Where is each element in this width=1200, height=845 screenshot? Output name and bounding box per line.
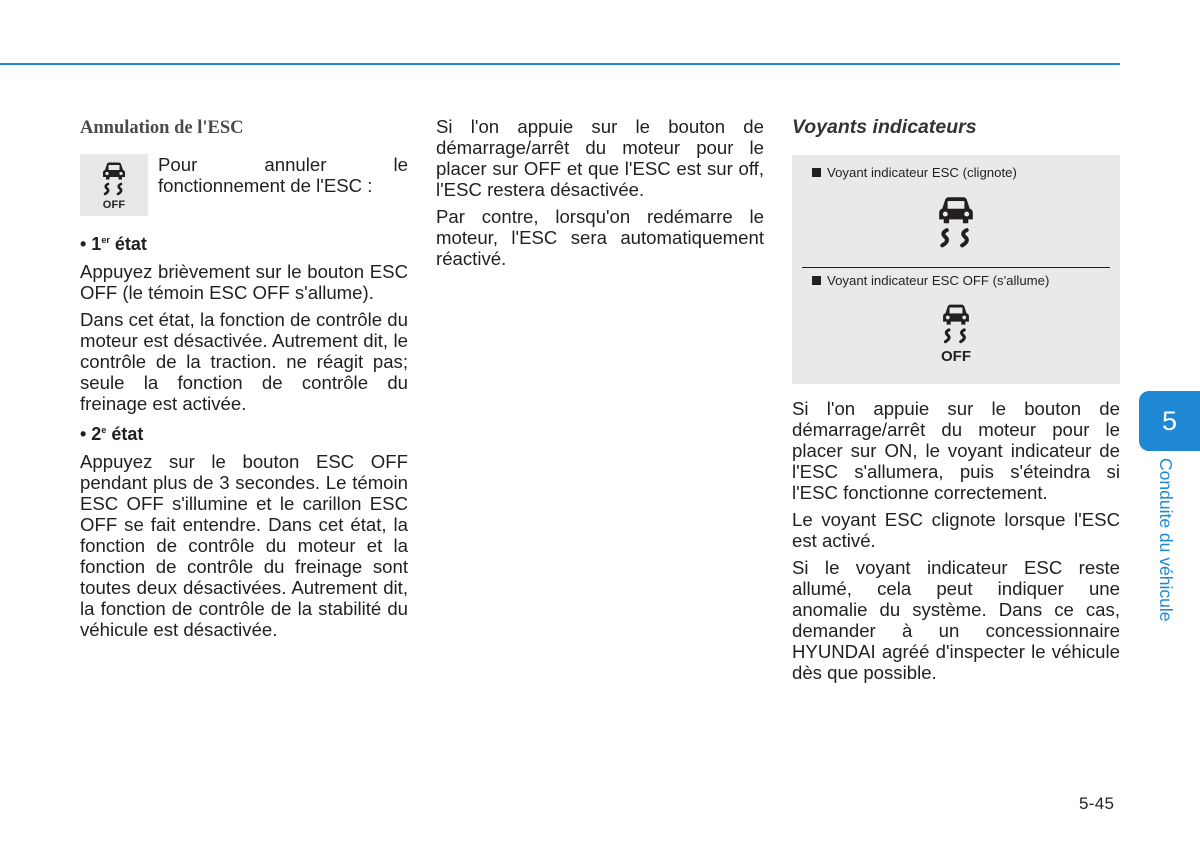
column-1 xyxy=(80,116,408,646)
skid-car-icon xyxy=(936,301,976,347)
state-1-prefix: • 1 xyxy=(80,234,102,254)
intro-line-2: fonctionnement de l'ESC : xyxy=(158,175,373,196)
caption-esc-text: Voyant indicateur ESC (clignote) xyxy=(827,165,1017,180)
off-label: OFF xyxy=(102,198,126,211)
column-2 xyxy=(436,116,764,275)
esc-indicator-icon xyxy=(930,193,982,255)
state-1-sup: er xyxy=(101,235,110,245)
state-1-paragraph-2: Dans cet état, la fonction de contrôle du moteur est désactivée. Autrement dit, le contrôle de la traction. ne réagit pas; seule la fonction de contrôle du freinage est activée. xyxy=(80,309,408,414)
intro-row xyxy=(80,154,408,216)
col3-paragraph-3: Si le voyant indicateur ESC reste allumé, cela peut indiquer une anomalie du système. Dans ce cas, demander à un concessionnaire HYUNDAI agréé d'inspecter le véhicule dès que possible. xyxy=(792,557,1120,683)
intro-text xyxy=(158,154,408,196)
square-bullet-icon xyxy=(812,168,821,177)
state-1-heading xyxy=(80,230,408,255)
state-2-paragraph-1: Appuyez sur le bouton ESC OFF pendant plus de 3 secondes. Le témoin ESC OFF s'illumine et le carillon ESC OFF se fait entendre. Dans cet état, la fonction de contrôle du moteur et la fonction de contrôle du freinage sont toutes deux désactivées. Autrement dit, la fonction de contrôle de la stabilité du véhicule est désactivée. xyxy=(80,451,408,640)
caption-esc-off-text: Voyant indicateur ESC OFF (s'allume) xyxy=(827,273,1050,288)
top-rule xyxy=(0,63,1120,65)
esc-off-indicator-icon xyxy=(936,301,976,365)
col2-paragraph-1: Si l'on appuie sur le bouton de démarrage/arrêt du moteur pour le placer sur OFF et que l'ESC est sur off, l'ESC restera désactivée. xyxy=(436,116,764,200)
state-2-sup: e xyxy=(101,425,107,435)
skid-car-icon xyxy=(930,193,982,255)
chapter-title: Conduite du véhicule xyxy=(1156,458,1176,622)
intro-line-1: Pour annuler le xyxy=(158,154,408,175)
state-1-suffix: état xyxy=(109,234,147,254)
chapter-label xyxy=(1152,458,1176,638)
col3-paragraph-2: Le voyant ESC clignote lorsque l'ESC est activé. xyxy=(792,509,1120,551)
square-bullet-icon xyxy=(812,276,821,285)
page-number: 5-45 xyxy=(1079,794,1115,813)
esc-off-icon xyxy=(80,154,148,216)
column-3 xyxy=(792,116,1120,689)
section-title-indicators: Voyants indicateurs xyxy=(792,116,977,138)
indicator-separator xyxy=(802,267,1110,268)
off-label: OFF xyxy=(941,348,971,365)
state-2-heading xyxy=(80,420,408,445)
col2-paragraph-2: Par contre, lorsqu'on redémarre le moteur, l'ESC sera automatiquement réactivé. xyxy=(436,206,764,269)
chapter-tab: 5 xyxy=(1139,391,1200,451)
state-2-prefix: • 2 xyxy=(80,424,102,444)
col3-paragraph-1: Si l'on appuie sur le bouton de démarrage/arrêt du moteur pour le placer sur ON, le voyant indicateur de l'ESC s'allumera, puis s'éteindra si l'ESC fonctionne correctement. xyxy=(792,398,1120,503)
skid-car-icon xyxy=(97,160,131,198)
indicator-caption-esc-off xyxy=(812,273,1049,288)
indicator-panel xyxy=(792,155,1120,384)
section-heading-esc-cancel: Annulation de l'ESC xyxy=(80,118,244,138)
state-1-paragraph-1: Appuyez brièvement sur le bouton ESC OFF (le témoin ESC OFF s'allume). xyxy=(80,261,408,303)
indicator-caption-esc xyxy=(812,165,1017,180)
state-2-suffix: état xyxy=(106,424,144,444)
